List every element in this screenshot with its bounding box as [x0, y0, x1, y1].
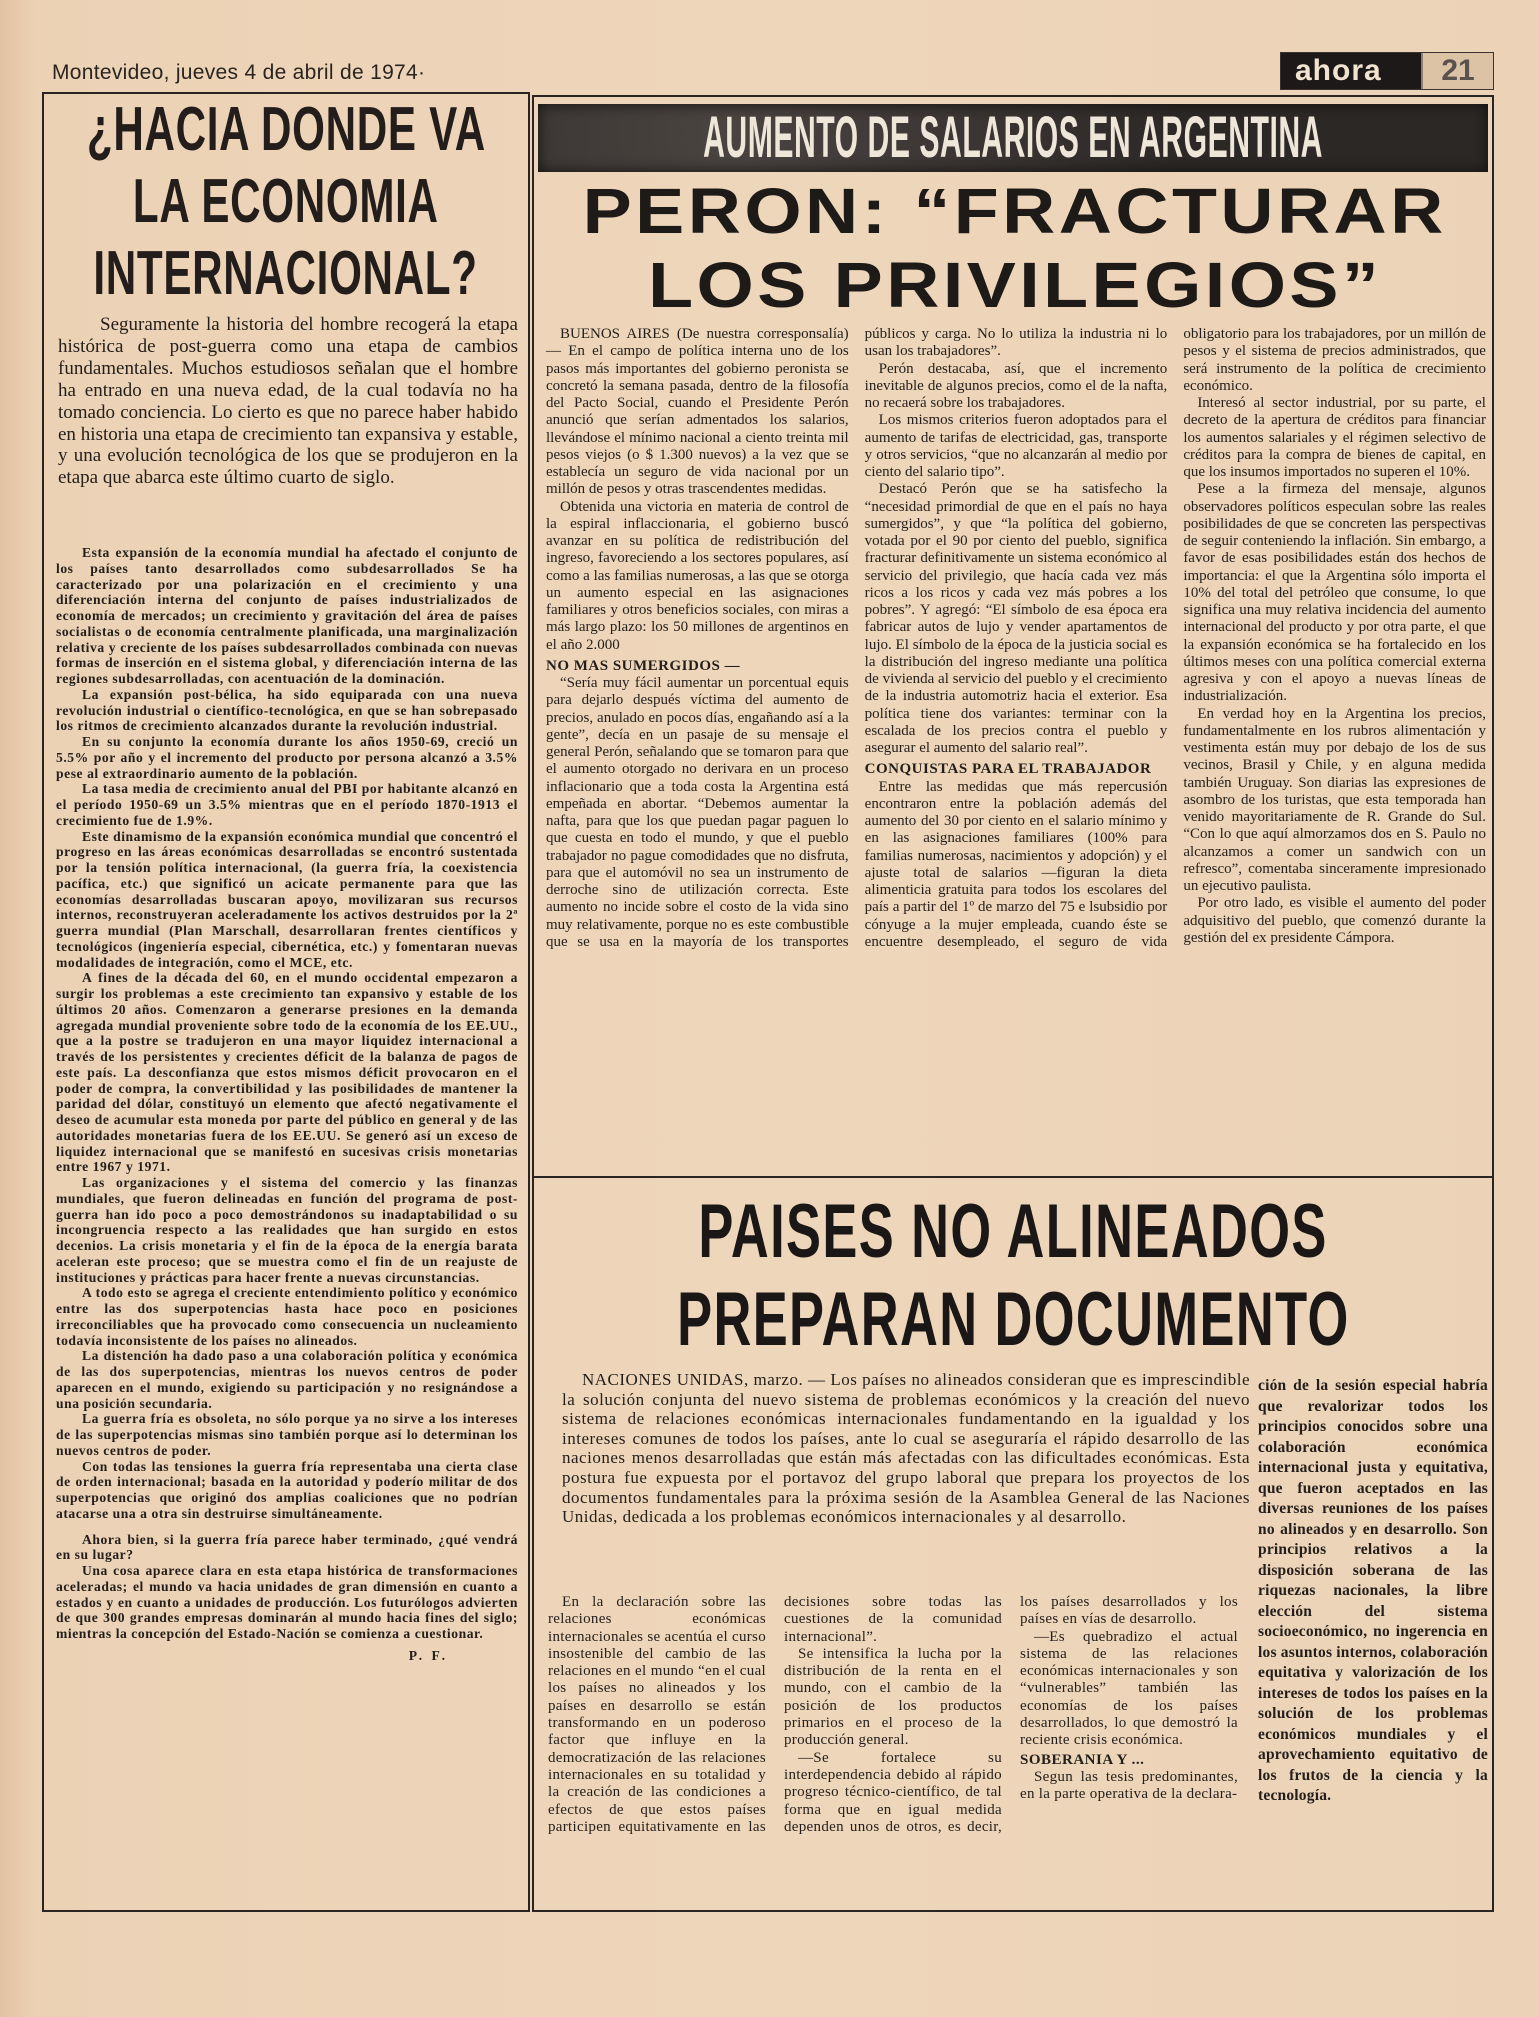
- paragraph: Entre las medidas que más repercusión encontraron entre la población además del aumento del 30 por ciento en el salario mínimo y en las asignaciones familiares (100% para familias numerosas, nacimientos y adopción) y el ajuste total de salarios —figuran la dieta alimenticia gratuita para todos los escolares del país a partir del 1º de marzo del 75 e lsubsidio por cónyuge a la mujer empleada, cuando éste se encuentre desempleado, el seguro de vida obligatorio para los trabajadores, por un millón de pesos y el sistema de precios administrados, que será instrumento de la política de crecimiento económico.: [864, 326, 1486, 950]
- headline-line: PREPARAN DOCUMENTO: [676, 1277, 1350, 1362]
- paises-right-column: [1258, 1376, 1488, 1807]
- paises-body: [548, 1594, 1238, 1910]
- headline-line: PERON: “FRACTURAR: [582, 175, 1448, 247]
- kicker-text: AUMENTO DE SALARIOS EN ARGENTINA: [703, 105, 1323, 170]
- paragraph: Esta expansión de la economía mundial ha afectado el conjunto de los países tanto desarrollados como subdesarrollados Se ha caracterizado por una polarización en el crecimiento y una diferenciación interna del conjunto de países industrializados de economía de mercados; un crecimiento y gravitación del área de países socialistas o de economía centralmente planificada, una marginalización relativa y creciente de los países subdesarrollados combinada con nuevas formas de inserción en el sistema global, y diferenciación interna de las regiones subdesarrolladas, con acentuación de la dominación.: [56, 545, 518, 686]
- page-number: 21: [1421, 53, 1493, 89]
- peron-headline: [540, 174, 1490, 322]
- paragraph: —Es quebradizo el actual sistema de las relaciones económicas internacionales y son “vulnerables” también las economías de los países desarrollados, lo que demostró la reciente crisis económica.: [1020, 1628, 1238, 1749]
- headline-line: INTERNACIONAL?: [93, 239, 479, 308]
- paises-lead: [562, 1370, 1250, 1527]
- author-signature: P. F.: [408, 1647, 448, 1663]
- masthead-logo: [1280, 52, 1494, 90]
- paragraph: Con todas las tensiones la guerra fría representaba una cierta clase de orden internacional; basada en la autoridad y poderío militar de dos superpotencias que originó dos amplias coaliciones que no podrían atacarse una a otra sin destruirse simultáneamente.: [56, 1458, 518, 1521]
- paragraph: “Sería muy fácil aumentar un porcentual equis para dejarlo después víctima del aumento de precios, anulado en pocos días, engañando así a la gente”, decía en un pasaje de su mensaje el general Perón, señalando que se tomaron para que el aumento otorgado no derivara en un proceso inflacionario que a toda costa la Argentina está empeñada en abortar. “Debemos aumentar la nafta, para que los que puedan pagar paguen lo que cuesta en todo el mundo, y que el pueblo trabajador no pague comodidades que no disfruta, para que el automóvil no sea un instrumento de derroche sino de utilización correcta. Este aumento no incide sobre el costo de la vida sino muy relativamente, porque no es este combustible que se usa en la mayoría de los transportes públicos y carga. No lo utiliza la industria ni lo usan los trabajadores”.: [546, 326, 1168, 950]
- headline-line: LA ECONOMIA: [133, 167, 439, 236]
- paragraph: Obtenida una victoria en materia de control de la espiral inflaccionaria, el gobierno buscó avanzar en su política de redistribución del ingreso, favoreciendo a los sectores populares, así como a las familias numerosas, a las que se otorga un aumento especial en las asignaciones familiares y otros beneficios sociales, con miras a más largo plazo: los 50 millones de argentinos en el año 2.000: [546, 498, 849, 653]
- economia-body: [56, 545, 518, 1664]
- paragraph: Las organizaciones y el sistema del comercio y las finanzas mundiales, que fueron delineadas en función del programa de post-guerra han ido poco a poco demostrándonos su inadaptabilidad o su incongruencia respecto a las realidades que han surgido en estos decenios. La crisis monetaria y el fin de la época de la energía barata aceleran este proceso; que se muestra como el fin de un reajuste de instituciones y prácticas para hacer frente a nuevas circunstancias.: [56, 1175, 518, 1285]
- paragraph: La guerra fría es obsoleta, no sólo porque ya no sirve a los intereses de las superpotencias mismas sino también porque así lo determinan los nuevos centros de poder.: [56, 1411, 518, 1458]
- paises-headline: [534, 1188, 1492, 1364]
- paragraph: ción de la sesión especial habría que revalorizar todos los principios conocidos sobre una colaboración económica internacional justa y equitativa, que fueron aceptados en las diversas reuniones de los países no alineados y en desarrollo. Son principios relativos a la disposición soberana de las riquezas nacionales, la libre elección del sistema socioeconómico, no ingerencia en los asuntos internos, colaboración equitativa y valorización de los intereses de todos los países en la solución de los problemas económicos mundiales y el aprovechamiento equitativo de los frutos de la ciencia y la tecnología.: [1258, 1377, 1488, 1804]
- peron-body: [546, 326, 1486, 1172]
- paragraph: La tasa media de crecimiento anual del PBI por habitante alcanzó en el período 1950-69 un 3.5% mientras que en el período 1870-1913 el crecimiento fue de 1.9%.: [56, 781, 518, 828]
- subheading: CONQUISTAS PARA EL TRABAJADOR: [864, 761, 1152, 778]
- kicker-banner: [538, 104, 1488, 172]
- paragraph: A todo esto se agrega el creciente entendimiento político y económico entre las dos superpotencias hasta hace poco en posiciones irreconciliables que ha provocado como consecuencia un nucleamiento todavía inconsistente de los países no alineados.: [56, 1285, 518, 1348]
- subheading: NO MAS SUMERGIDOS —: [546, 657, 741, 674]
- paragraph: En su conjunto la economía durante los años 1950-69, creció un 5.5% por año y el incremento del producto por persona alcanzó a 3.5% pese al extraordinario aumento de la población.: [56, 734, 518, 781]
- paragraph: BUENOS AIRES (De nuestra corresponsalía) — En el campo de política interna uno de los pasos más importantes del gobierno peronista se concretó la semana pasada, dentro de la filosofía del Pacto Social, cuando el Presidente Perón anunció que serían admentados los salarios, llevándose el mínimo nacional a ciento treinta mil pesos viejos (o $ 1.300 nuevos) a la vez que se establecía un seguro de vida nacional por un millón de pesos y otras trascendentes medidas.: [546, 326, 849, 498]
- economia-intro: [58, 314, 518, 489]
- paragraph: Ahora bien, si la guerra fría parece haber terminado, ¿qué vendrá en su lugar?: [56, 1531, 518, 1563]
- paragraph: Una cosa aparece clara en esta etapa histórica de transformaciones aceleradas; el mundo va hacia unidades de gran dimensión en cuanto a estados y en cuanto a unidades de producción. Los futurólogos advierten de que 300 grandes empresas dominarán al mundo hacia fines del siglo; mientras la concepción del Estado-Nación se comienza a cuestionar.: [56, 1563, 518, 1641]
- paragraph: Se intensifica la lucha por la distribución de la renta en el mundo, con el cambio de la posición de los productos primarios en el proceso de la producción general.: [784, 1645, 1002, 1749]
- lead-paragraph: NACIONES UNIDAS, marzo. — Los países no alineados consideran que es imprescindible la solución conjunta del nuevo sistema de problemas económicos y la creación del nuevo sistema de relaciones económicas internacionales fundamentando en la igualdad y los intereses comunes de todos los países, ante lo cual se aseguraría el rápido desarrollo de las naciones menos desarrolladas que están más afectadas con las dificultades económicas. Esta postura fue expuesta por el portavoz del grupo laboral que prepara los proyectos de los documentos fundamentales para la próxima sesión de la Asamblea General de las Naciones Unidas, dedicada a los problemas económicos internacionales y al desarrollo.: [562, 1370, 1250, 1527]
- paragraph: Este dinamismo de la expansión económica mundial que concentró el progreso en las áreas económicas desarrolladas se encontró sustentada por la tensión política internacional, (la guerra fría, la coexistencia pacífica, etc.) que significó un acicate permanente para que las economías desarrolladas buscaran apoyo, movilizaran sus recursos internos, reconstruyeran aceleradamente los activos destruidos por la 2ª guerra mundial (Plan Marschall, desarrollaran frentes científicos y tecnológicos (ingeniería especial, cibernética, etc.) y fomentaran nuevas modalidades de integración, como el MCE, etc.: [56, 828, 518, 970]
- logo-name: ahora: [1281, 53, 1421, 89]
- economia-headline: [44, 94, 528, 310]
- paragraph: A fines de la década del 60, en el mundo occidental empezaron a surgir los problemas a este crecimiento tan expansivo y estable de los últimos 20 años. Comenzaron a generarse presiones en la demanda agregada mundial proveniente sobre todo de la economía de los EE.UU., que a la postre se tradujeron en una mayor liquidez internacional a través de los persistentes y crecientes déficit de la balanza de pagos de este país. La desconfianza que estos mismos déficit provocaron en el poder de compra, la convertibilidad y las posibilidades de mantener la paridad del dólar, constituyó un elemento que afectó negativamente el deseo de acumular esta moneda por parte del público en general y de las autoridades monetarias fuera de los EE.UU. Se generó así un exceso de liquidez internacional que se manifestó en sucesivas crisis monetarias entre 1967 y 1971.: [56, 970, 518, 1175]
- paragraph: Por otro lado, es visible el aumento del poder adquisitivo del pueblo, que comenzó durante la gestión del ex presidente Cámpora.: [1183, 895, 1486, 946]
- headline-line: ¿HACIA DONDE VA: [86, 95, 486, 164]
- paragraph: La expansión post-bélica, ha sido equiparada con una nueva revolución industrial o científico-tecnológica, en que se han sobrepasado los ritmos de crecimiento alcanzados durante la revolución industrial.: [56, 686, 518, 734]
- paragraph: Perón destacaba, así, que el incremento inevitable de algunos precios, como el de la nafta, no recaerá sobre los trabajadores.: [864, 360, 1168, 411]
- paragraph: En verdad hoy en la Argentina los precios, fundamentalmente en los rubros alimentación y vestimenta están muy por debajo de los de sus vecinos, Brasil y Chile, y en alguna medida también Uruguay. Son diarias las expresiones de asombro de los turistas, que esta temporada han venido mayoritariamente de R. Grande do Sul. “Con lo que aquí almorzamos dos en S. Paulo no alcanzamos a comer un sandwich con un refresco”, comentaba sinceramente impresionado un ejecutivo paulista.: [1183, 705, 1486, 894]
- dateline: Montevideo, jueves 4 de abril de 1974·: [52, 61, 426, 84]
- article-divider: [532, 1176, 1494, 1178]
- intro-paragraph: Seguramente la historia del hombre recogerá la etapa histórica de post-guerra como una etapa de cambios fundamentales. Muchos estudiosos señalan que el hombre ha entrado en una nueva edad, de la cual todavía no ha tomado conciencia. Lo cierto es que no parece haber habido en historia una etapa de crecimiento tan expansiva y estable, y una evolución tecnológica de los que se produjeron en la etapa que abarca este último cuarto de siglo.: [58, 314, 518, 489]
- paragraph: En la declaración sobre las relaciones económicas internacionales se acentúa el curso insostenible del cambio de las relaciones en el mundo “en el cual los países no alineados y los países en desarrollo se están transformando en un poderoso factor que influye en la democratización de las relaciones internacionales en su totalidad y la creación de las condiciones a efectos de que estos países participen equitativamente en las decisiones sobre todas las cuestiones de la comunidad internacional”.: [548, 1594, 1002, 1835]
- paragraph: Interesó al sector industrial, por su parte, el decreto de la apertura de créditos para financiar los aumentos salariales y el régimen selectivo de créditos para la compra de bienes de capital, en que los insumos importados no superen el 10%.: [1183, 395, 1486, 480]
- paragraph: Segun las tesis predominantes, en la parte operativa de la declara-: [1020, 1768, 1238, 1803]
- paragraph: Destacó Perón que se ha satisfecho la “necesidad primordial de que en el país no haya sumergidos”, y que “la política del gobierno, votada por el 90 por ciento del pueblo, significa fracturar definitivamente un sistema económico al servicio del privilegio, que hacía cada vez más ricos a los ricos y cada vez más pobres a los pobres”. Y agregó: “El símbolo de esa época era fabricar autos de lujo y vender apartamentos de lujo. El símbolo de la época de la justicia social es la distribución del ingreso mediante una política de vivienda al servicio del pueblo y el crecimiento de la industria automotriz hacia el exterior. Esa política tiene dos variantes: terminar con la escalada de los precios contra el pueblo y asegurar el aumento del salario real”.: [864, 481, 1168, 756]
- paragraph: —Se fortalece su interdependencia debido al rápido progreso técnico-científico, de tal forma que en igual medida dependen unos de otros, es decir, los países desarrollados y los países en vías de desarrollo.: [784, 1594, 1238, 1835]
- subheading: SOBERANIA Y ...: [1020, 1751, 1145, 1768]
- paragraph: La distención ha dado paso a una colaboración política y económica de las dos superpotencias, mientras los nuevos centros de poder aparecen en el mundo, exigiendo su participación y no resignándose a una posición secundaria.: [56, 1348, 518, 1411]
- paragraph: Los mismos criterios fueron adoptados para el aumento de tarifas de electricidad, gas, transporte y otros servicios, “que no alcanzarán al medio por ciento del salario tipo”.: [864, 412, 1168, 480]
- paragraph: Pese a la firmeza del mensaje, algunos observadores políticos especulan sobre las reales posibilidades de que se concreten las perspectivas de seguir conteniendo la inflación. Sin embargo, a favor de esas posibilidades están dos hechos de importancia: el que la Argentina sólo importa el 10% del total del petróleo que consume, lo que significa una muy relativa incidencia del aumento internacional del producto y por otra parte, el que la expansión económica se ha fortalecido en los últimos meses con una política comercial externa agresiva y con el apoyo a nuevas líneas de industrialización.: [1183, 481, 1486, 705]
- headline-line: PAISES NO ALINEADOS: [698, 1189, 1328, 1274]
- headline-line: LOS PRIVILEGIOS”: [647, 249, 1383, 321]
